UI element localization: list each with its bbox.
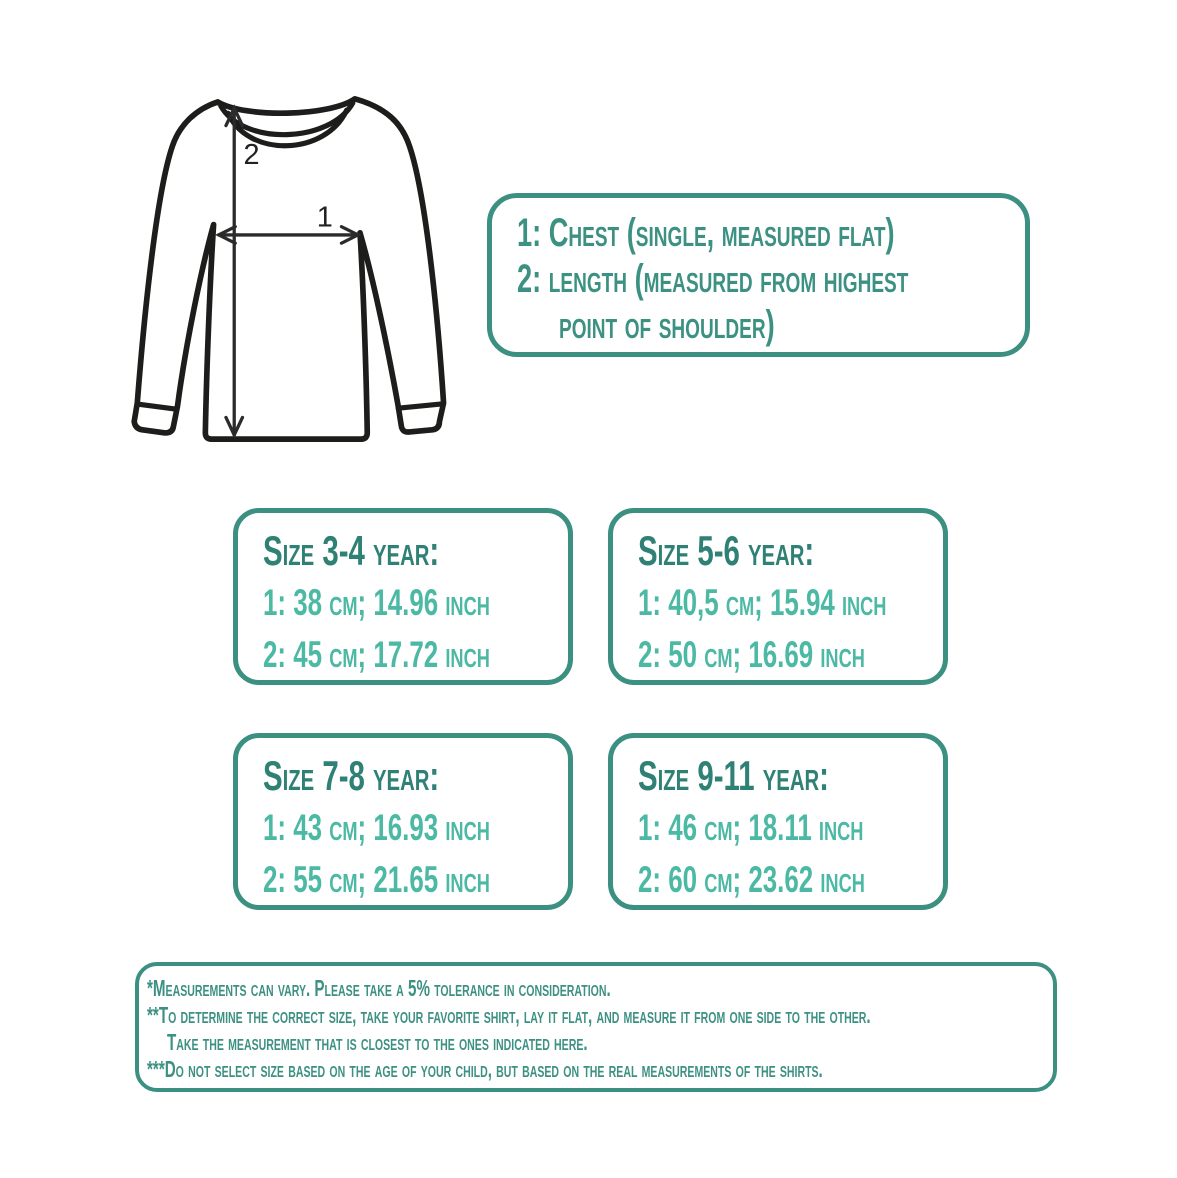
chest-measurement: 1: 40,5 cm; 15.94 inch — [638, 582, 887, 623]
chest-measurement: 1: 46 cm; 18.11 inch — [638, 807, 864, 848]
size-box-9-11-year — [608, 733, 948, 910]
size-box-5-6-year — [608, 508, 948, 685]
legend-box — [487, 193, 1030, 357]
length-measurement: 2: 55 cm; 21.65 inch — [263, 859, 490, 900]
legend-line: 1: Chest (single, measured flat) — [517, 211, 895, 255]
note-line: **To determine the correct size, take your favorite shirt, lay it flat, and measure it from one side to the other. — [147, 1002, 871, 1028]
size-title: Size 5-6 year: — [638, 527, 815, 574]
length-measurement: 2: 50 cm; 16.69 inch — [638, 634, 865, 675]
size-box-7-8-year — [233, 733, 573, 910]
legend-line: point of shoulder) — [559, 303, 775, 347]
length-arrow-label: 2 — [243, 138, 260, 171]
chest-measurement: 1: 38 cm; 14.96 inch — [263, 582, 490, 623]
legend-line: 2: length (measured from highest — [517, 257, 909, 301]
size-box-3-4-year — [233, 508, 573, 685]
note-line: Take the measurement that is closest to the ones indicated here. — [167, 1029, 588, 1055]
length-measurement: 2: 60 cm; 23.62 inch — [638, 859, 865, 900]
note-line: *Measurements can vary. Please take a 5% tolerance in consideration. — [147, 975, 611, 1001]
size-title: Size 3-4 year: — [263, 527, 440, 574]
chest-measurement: 1: 43 cm; 16.93 inch — [263, 807, 490, 848]
long-sleeve-shirt-icon — [128, 78, 458, 463]
length-measurement: 2: 45 cm; 17.72 inch — [263, 634, 490, 675]
notes-box — [135, 962, 1057, 1092]
size-title: Size 7-8 year: — [263, 752, 440, 799]
shirt-outline — [134, 99, 443, 439]
chest-arrow-label: 1 — [316, 201, 333, 234]
size-title: Size 9-11 year: — [638, 752, 829, 799]
note-line: ***Do not select size based on the age of your child, but based on the real measurements of the shirts. — [147, 1056, 823, 1082]
shirt-diagram — [128, 78, 458, 468]
